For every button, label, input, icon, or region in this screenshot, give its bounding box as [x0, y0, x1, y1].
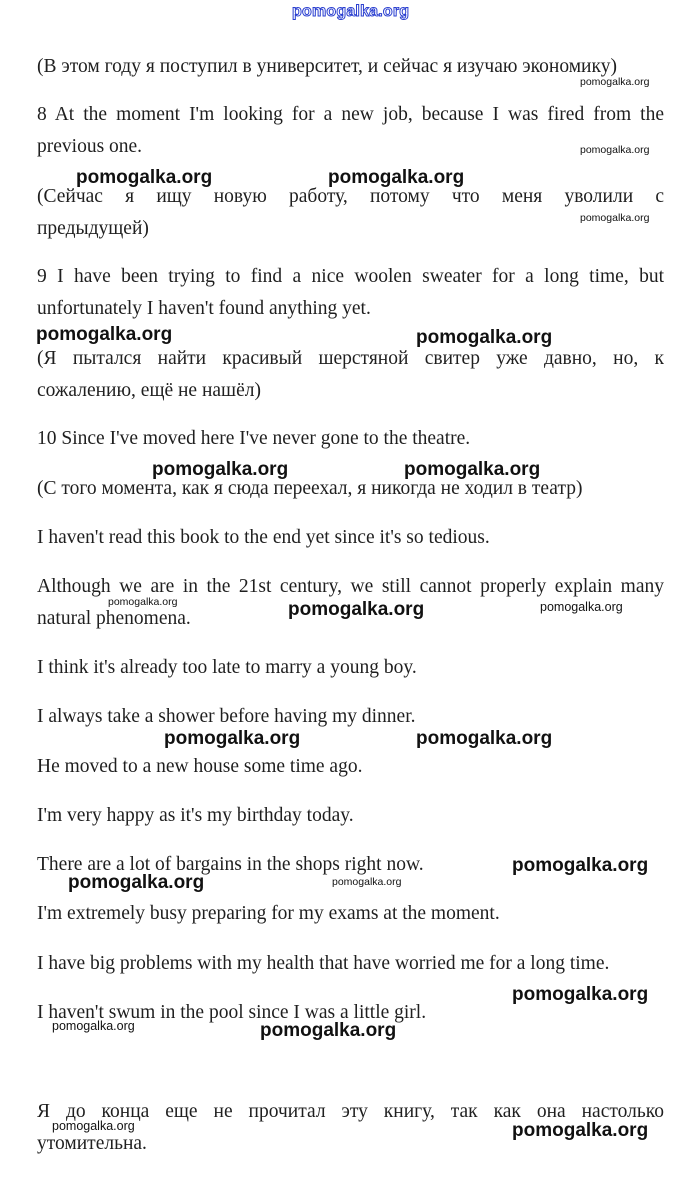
text-line: утомительна. — [37, 1133, 147, 1154]
text-line: 8 At the moment I'm looking for a new job, because I was fired from the — [37, 104, 664, 125]
text-line: I haven't read this book to the end yet since it's so tedious. — [37, 527, 490, 548]
text-line: 10 Since I've moved here I've never gone to the theatre. — [37, 428, 471, 449]
watermark-small: pomogalka.org — [580, 76, 650, 88]
watermark-large: pomogalka.org — [512, 984, 649, 1005]
text-line: Although we are in the 21st century, we still cannot properly explain many — [37, 576, 664, 597]
watermark-small: pomogalka.org — [580, 212, 650, 224]
text-line: (С того момента, как я сюда переехал, я никогда не ходил в театр) — [37, 478, 583, 499]
watermark-large: pomogalka.org — [512, 1120, 649, 1141]
watermark-large: pomogalka.org — [68, 872, 205, 893]
watermark-small: pomogalka.org — [332, 876, 402, 888]
text-line: There are a lot of bargains in the shops right now. — [37, 854, 424, 875]
watermark-large: pomogalka.org — [512, 855, 649, 876]
watermark-large: pomogalka.org — [164, 728, 301, 749]
watermark-large: pomogalka.org — [328, 167, 465, 188]
text-line: (В этом году я поступил в университет, и сейчас я изучаю экономику) — [37, 56, 617, 77]
watermark-small: pomogalka.org — [52, 1019, 135, 1033]
text-line: I always take a shower before having my dinner. — [37, 706, 416, 727]
text-line: I think it's already too late to marry a young boy. — [37, 657, 417, 678]
page-header-watermark: pomogalka.org — [292, 3, 410, 20]
text-line: Я до конца еще не прочитал эту книгу, так как она настолько — [37, 1101, 664, 1122]
text-line: previous one. — [37, 136, 143, 157]
text-line: unfortunately I haven't found anything yet. — [37, 298, 371, 319]
watermark-large: pomogalka.org — [76, 167, 213, 188]
text-line: сожалению, ещё не нашёл) — [37, 380, 261, 401]
text-line: natural phenomena. — [37, 608, 191, 629]
watermark-large: pomogalka.org — [260, 1020, 397, 1041]
watermark-large: pomogalka.org — [416, 327, 553, 348]
watermark-large: pomogalka.org — [288, 599, 425, 620]
text-line: I'm very happy as it's my birthday today. — [37, 805, 354, 826]
watermark-small: pomogalka.org — [580, 144, 650, 156]
watermark-small: pomogalka.org — [52, 1119, 135, 1133]
watermark-large: pomogalka.org — [416, 728, 553, 749]
watermark-small: pomogalka.org — [108, 596, 178, 608]
text-line: (Я пытался найти красивый шерстяной свитер уже давно, но, к — [37, 348, 664, 369]
watermark-large: pomogalka.org — [404, 459, 541, 480]
text-line: He moved to a new house some time ago. — [37, 756, 363, 777]
text-line: (Сейчас я ищу новую работу, потому что меня уволили с — [37, 186, 664, 207]
text-line: 9 I have been trying to find a nice woolen sweater for a long time, but — [37, 266, 664, 287]
text-line: I'm extremely busy preparing for my exams at the moment. — [37, 903, 500, 924]
watermark-large: pomogalka.org — [152, 459, 289, 480]
watermark-small: pomogalka.org — [540, 600, 623, 614]
text-line: I have big problems with my health that have worried me for a long time. — [37, 953, 610, 974]
watermark-large: pomogalka.org — [36, 324, 173, 345]
text-line: I haven't swum in the pool since I was a little girl. — [37, 1002, 427, 1023]
text-line: предыдущей) — [37, 218, 149, 239]
